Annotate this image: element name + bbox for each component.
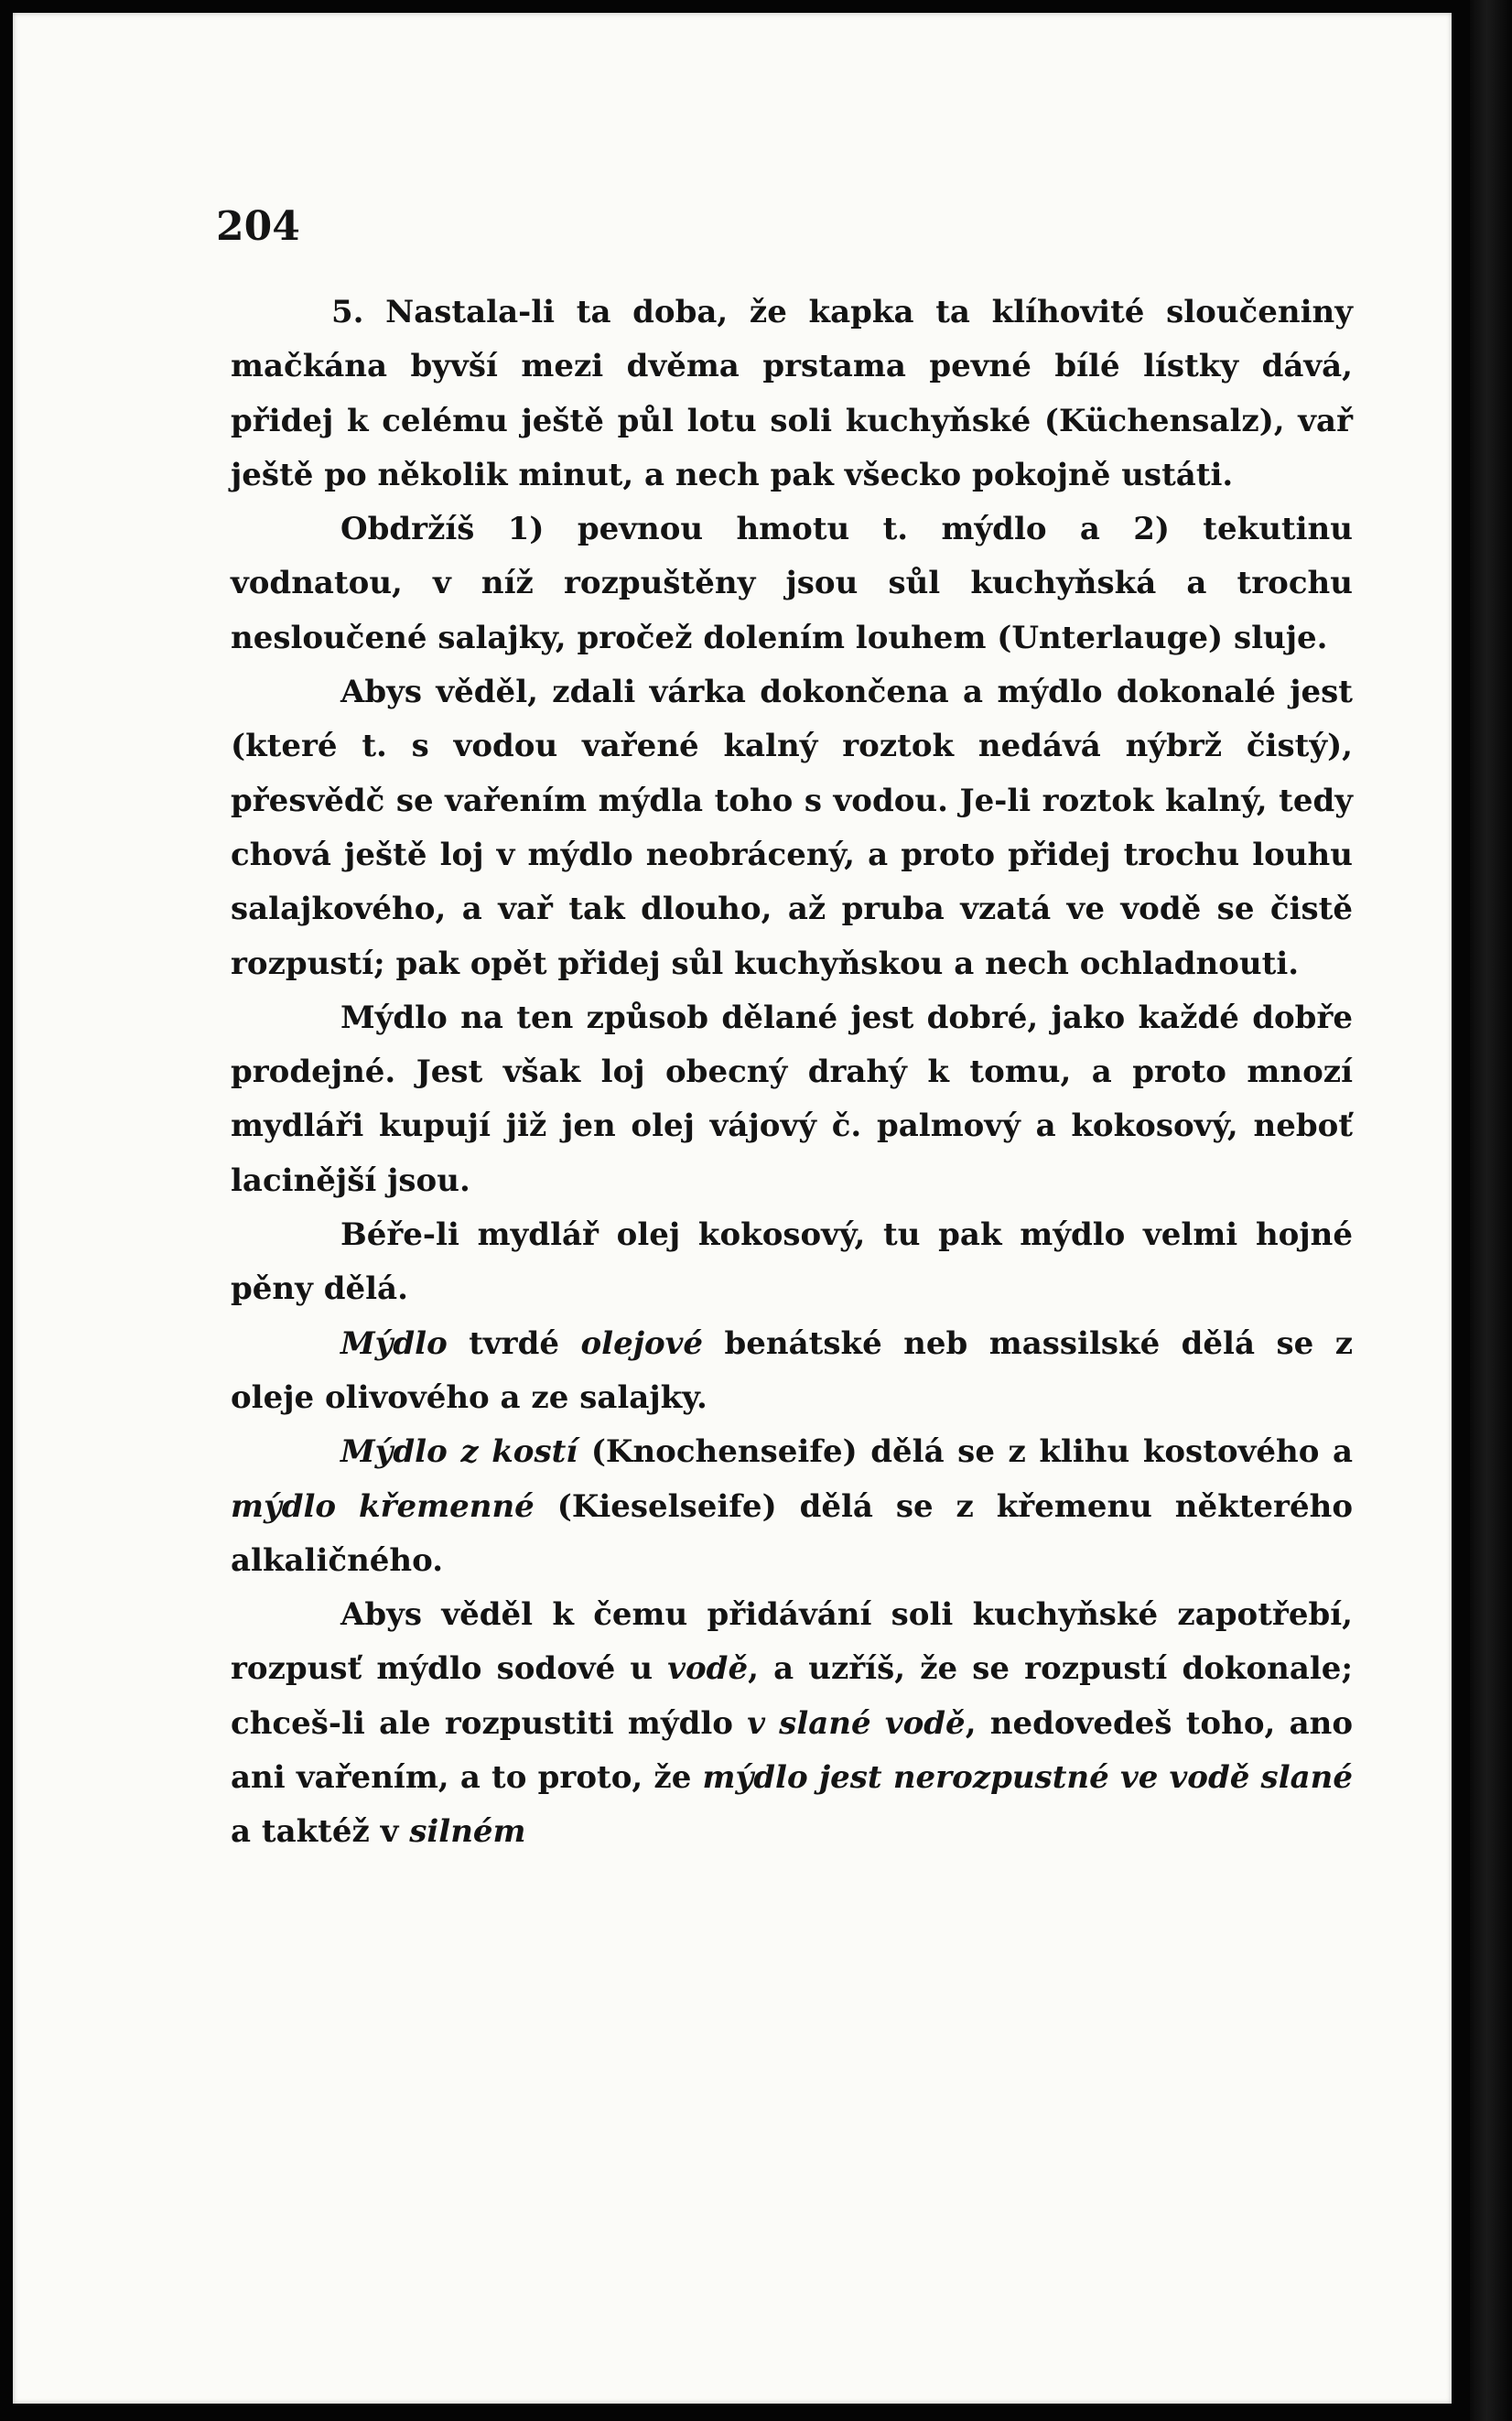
german-term: Küchensalz	[1058, 402, 1259, 439]
page-number: 204	[216, 203, 300, 250]
text-run: a taktéž v	[231, 1813, 410, 1851]
text-run: ) dělá se z křemenu některého alkaličného.	[231, 1487, 1353, 1579]
text-run: Abys věděl k čemu přidávání soli kuchyňské zapotřebí, rozpusť mýdlo sodové u	[231, 1596, 1353, 1688]
text-run: 5. Nastala-li ta doba, že kapka ta klíhovité sloučeniny mačkána byvší mezi dvěma prstama pevné bílé lístky dává, přidej k celému ještě půl lotu soli kuchyňské (	[231, 294, 1353, 439]
text-run: tvrdé	[447, 1324, 581, 1362]
italic-text: v slané vodě	[747, 1704, 966, 1742]
page-body	[231, 286, 1353, 1860]
italic-text: silném	[409, 1813, 526, 1851]
italic-text: mýdlo křemenné	[231, 1487, 535, 1525]
text-run: Obdržíš 1) pevnou hmotu t. mýdlo a 2) tekutinu vodnatou, v níž rozpuštěny jsou sůl kuchyňská a trochu nesloučené salajky, pročež dolením louhem (	[231, 511, 1353, 656]
text-run: ) dělá se z klihu kostového a	[842, 1433, 1353, 1471]
text-run: (	[534, 1487, 572, 1525]
text-run: benátské neb massilské dělá se z oleje olivového a ze salajky.	[231, 1324, 1353, 1416]
italic-text: Mýdlo	[340, 1324, 448, 1362]
italic-text: olejové	[580, 1324, 704, 1362]
paragraph-p4	[231, 991, 1353, 1208]
text-run: Mýdlo na ten způsob dělané jest dobré, jako každé dobře prodejné. Jest však loj obecný drahý k tomu, a proto mnozí mydláři kupují již jen olej vájový č. palmový a kokosový, neboť lacinější jsou.	[231, 999, 1353, 1199]
paragraph-p5	[231, 1208, 1353, 1317]
text-run: , nedovedeš toho, ano ani vařením, a to proto, že	[231, 1704, 1353, 1797]
text-run: Abys věděl, zdali várka dokončena a mýdlo dokonalé jest (které t. s vodou vařené kalný roztok nedává nýbrž čistý), přesvědč se vařením mýdla toho s vodou. Je-li roztok kalný, tedy chová ještě loj v mýdlo neobrácený, a proto přidej trochu louhu salajkového, a vař tak dlouho, až pruba vzatá ve vodě se čistě rozpustí; pak opět přidej sůl kuchyňskou a nech ochladnouti.	[231, 674, 1353, 982]
paragraph-p1	[231, 286, 1353, 503]
text-run: ), vař ještě po několik minut, a nech pak všecko pokojně ustáti.	[231, 402, 1353, 493]
text-run: (	[578, 1433, 606, 1471]
paragraph-p8	[231, 1588, 1353, 1859]
text-run: Béře-li mydlář olej kokosový, tu pak mýdlo velmi hojné pěny dělá.	[231, 1216, 1353, 1308]
paragraph-p3	[231, 665, 1353, 991]
paragraph-p2	[231, 503, 1353, 665]
text-run: , a uzříš, že se rozpustí dokonale; chceš-li ale rozpustiti mýdlo	[231, 1650, 1353, 1742]
german-term: Knochenseife	[605, 1433, 843, 1471]
italic-text: vodě	[667, 1650, 749, 1688]
scan-edge	[1470, 0, 1512, 2421]
book-page	[13, 13, 1452, 2404]
german-term: Kieselseife	[571, 1487, 762, 1525]
paragraph-p7	[231, 1425, 1353, 1588]
paragraph-p6	[231, 1317, 1353, 1426]
italic-text: mýdlo jest nerozpustné ve vodě slané	[702, 1759, 1354, 1797]
italic-text: Mýdlo z kostí	[340, 1433, 578, 1471]
german-term: Unterlauge	[1011, 619, 1209, 656]
text-run: ) sluje.	[1208, 619, 1328, 656]
